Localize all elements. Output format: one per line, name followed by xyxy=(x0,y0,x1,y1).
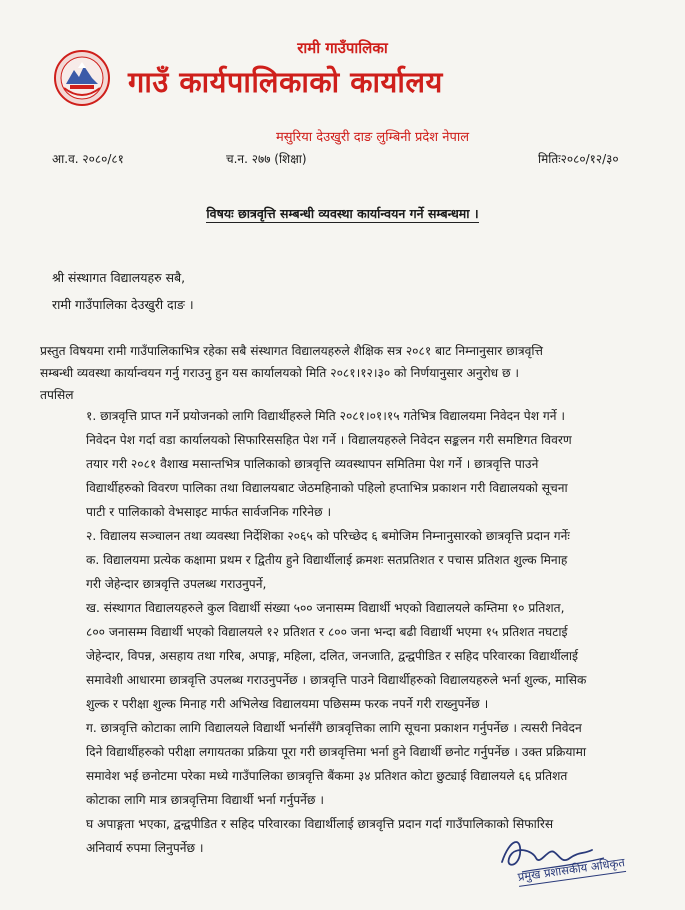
body-line: १. छात्रवृत्ति प्राप्त गर्ने प्रयोजनको लागि विद्यार्थीहरुले मिति २०८१।०१।१५ गतेभित्र विद्यालयमा निवेदन पेश गर्ने । xyxy=(86,409,565,423)
body-line: गरी जेहेन्दार छात्रवृत्ति उपलब्ध गराउनुपर्ने, xyxy=(86,577,267,591)
fiscal-year: आ.व. २०८०/८१ xyxy=(52,152,124,166)
intro-line: प्रस्तुत विषयमा रामी गाउँपालिकाभित्र रहेका सबै संस्थागत विद्यालयहरुले शैक्षिक सत्र २०८१ बाट निम्नानुसार छात्रवृत्ति xyxy=(40,344,543,358)
body-line: २. विद्यालय सञ्चालन तथा व्यवस्था निर्देशिका २०६५ को परिच्छेद ६ बमोजिम निम्नानुसारको छात्रवृत्ति प्रदान गर्नेः xyxy=(86,529,570,543)
addressee-block xyxy=(52,264,194,318)
letter-date: मितिः२०८०/१२/३० xyxy=(538,152,619,166)
office-address: मसुरिया देउखुरी दाङ लुम्बिनी प्रदेश नेपाल xyxy=(275,130,470,145)
body-line: शुल्क र परीक्षा शुल्क मिनाह गरी अभिलेख विद्यालयमा पछिसम्म फरक नपर्ने गरी राख्नुपर्नेछ । xyxy=(86,697,489,711)
addressee-line: श्री संस्थागत विद्यालयहरु सबै, xyxy=(52,270,186,285)
body-line: समावेश भई छनोटमा परेका मध्ये गाउँपालिका छात्रवृत्ति बैंकमा ३४ प्रतिशत कोटा छुट्याई विद्यालयले ६६ प्रतिशत xyxy=(86,769,568,783)
body-line: समावेशी आधारमा छात्रवृत्ति उपलब्ध गराउनुपर्नेछ । छात्रवृत्ति पाउने विद्यार्थीहरुको विद्यालयहरुले भर्ना शुल्क, मासिक xyxy=(86,673,587,687)
body-line: निवेदन पेश गर्दा वडा कार्यालयको सिफारिससहित पेश गर्ने । विद्यालयहरुले निवेदन सङ्कलन गरी समष्टिगत विवरण xyxy=(86,433,572,447)
intro-heading: तपसिल xyxy=(40,388,74,402)
body-line: कोटाका लागि मात्र छात्रवृत्तिमा विद्यार्थी भर्ना गर्नुपर्नेछ । xyxy=(86,793,324,807)
body-line: ख. संस्थागत विद्यालयहरुले कुल विद्यार्थी संख्या ५०० जनासम्म विद्यार्थी भएको विद्यालयले कम्तिमा १० प्रतिशत, xyxy=(86,601,565,615)
body-line: दिने विद्यार्थीहरुको परीक्षा लगायतका प्रक्रिया पूरा गरी छात्रवृत्तिमा भर्ना हुने विद्यार्थी छनोट गर्नुपर्नेछ । उक्त प्रक्रियामा xyxy=(86,745,587,759)
body-line: तयार गरी २०८१ वैशाख मसान्तभित्र पालिकाको छात्रवृत्ति व्यवस्थापन समितिमा पेश गर्ने । छात्रवृत्ति पाउने xyxy=(86,457,539,471)
dispatch-number: च.न. २७७ (शिक्षा) xyxy=(226,152,307,166)
body-line: घ अपाङ्गता भएका, द्वन्द्वपीडित र सहिद परिवारका विद्यार्थीलाई छात्रवृत्ति प्रदान गर्दा गाउँपालिकाको सिफारिस xyxy=(86,817,554,831)
subject-text: विषयः छात्रवृत्ति सम्बन्धी व्यवस्था कार्यान्वयन गर्ने सम्बन्धमा । xyxy=(206,206,479,221)
body-line: ग. छात्रवृत्ति कोटाका लागि विद्यालयले विद्यार्थी भर्नासँगै छात्रवृत्तिका लागि सूचना प्रकाशन गर्नुपर्नेछ । त्यसरी निवेदन xyxy=(86,721,582,735)
body-line: जेहेन्दार, विपन्न, असहाय तथा गरिब, अपाङ्ग, महिला, दलित, जनजाति, द्वन्द्वपीडित र सहिद परिवारका विद्यार्थीलाई xyxy=(86,649,579,663)
body-line: पाटी र पालिकाको वेभसाइट मार्फत सार्वजनिक गरिनेछ । xyxy=(86,505,332,519)
body-line: अनिवार्य रुपमा लिनुपर्नेछ । xyxy=(86,841,204,855)
reference-row xyxy=(52,150,642,168)
body-line: विद्यार्थीहरुको विवरण पालिका तथा विद्यालयबाट जेठमहिनाको पहिलो हप्ताभित्र प्रकाशन गरी विद्यालयको सूचना xyxy=(86,481,568,495)
office-title: गाउँ कार्यपालिकाको कार्यालय xyxy=(128,65,443,99)
body-line: क. विद्यालयमा प्रत्येक कक्षामा प्रथम र द्वितीय हुने विद्यार्थीलाई क्रमशः सतप्रतिशत र पचास प्रतिशत शुल्क मिनाह xyxy=(86,553,568,567)
subject-line xyxy=(0,205,685,222)
body-line: ८०० जनासम्म विद्यार्थी भएको विद्यालयले १२ प्रतिशत र ८०० जना भन्दा बढी विद्यार्थी भएमा १५ प्रतिशत नघटाई xyxy=(86,625,568,639)
intro-line: सम्बन्धी व्यवस्था कार्यान्वयन गर्नु गराउनु हुन यस कार्यालयको मिति २०८१।१२।३० को निर्णयानुसार अनुरोध छ । xyxy=(40,366,520,380)
addressee-line: रामी गाउँपालिका देउखुरी दाङ । xyxy=(52,297,194,312)
municipality-name: रामी गाउँपालिका xyxy=(297,39,388,57)
signatory-title: प्रमुख प्रशासकीय अधिकृत xyxy=(517,855,626,887)
